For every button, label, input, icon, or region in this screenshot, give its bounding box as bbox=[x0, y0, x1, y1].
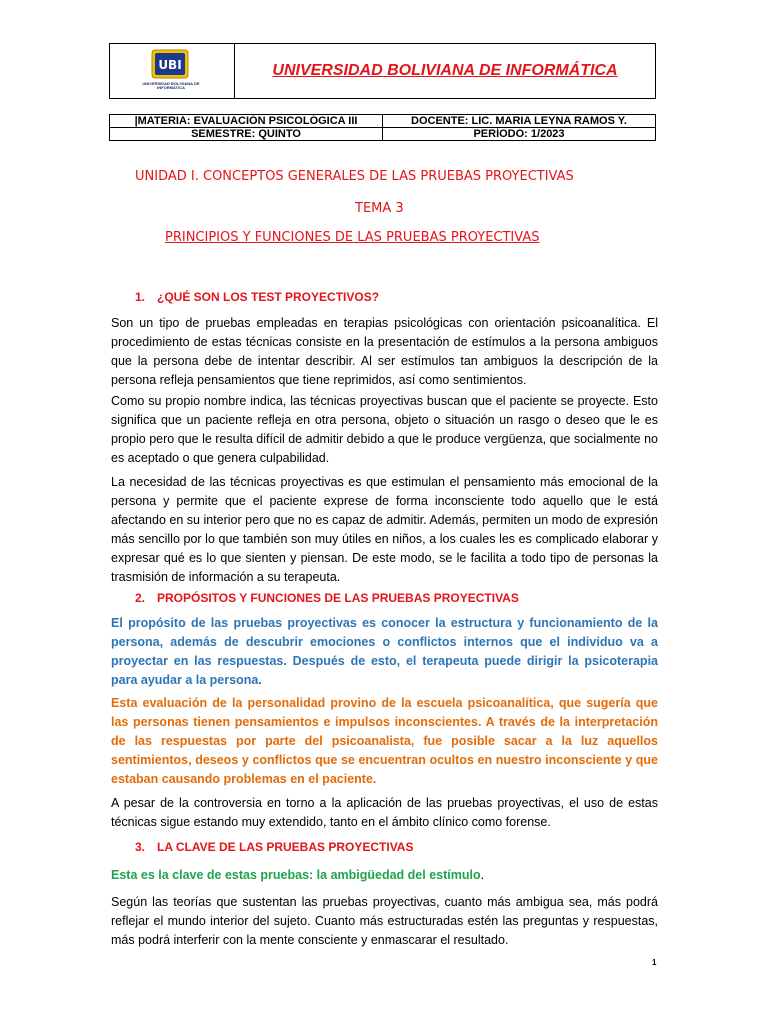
section-title: ¿QUÉ SON LOS TEST PROYECTIVOS? bbox=[157, 290, 380, 304]
section-number: 3. bbox=[135, 840, 146, 854]
section-heading bbox=[135, 591, 519, 605]
title-cell bbox=[235, 44, 655, 98]
paragraph: Como su propio nombre indica, las técnicas proyectivas buscan que el paciente se proyecte. Esto significa que un paciente refleja en otra persona, objeto o situación un rasgo o deseo que le es propio pero que le resulta difícil de admitir debido a que le produce vergüenza, que socialmente no es aceptado o que genera culpabilidad. bbox=[111, 394, 658, 465]
materia-cell: |MATERIA: EVALUACIÓN PSICOLÓGICA III bbox=[110, 115, 383, 128]
key-statement-period: . bbox=[480, 868, 485, 882]
section-title: PROPÓSITOS Y FUNCIONES DE LAS PRUEBAS PROYECTIVAS bbox=[157, 591, 519, 605]
course-info-table bbox=[109, 114, 656, 141]
university-logo bbox=[151, 49, 189, 79]
section-title: LA CLAVE DE LAS PRUEBAS PROYECTIVAS bbox=[157, 840, 414, 854]
unit-heading: UNIDAD I. CONCEPTOS GENERALES DE LAS PRUEBAS PROYECTIVAS bbox=[135, 169, 574, 184]
paragraph-highlight-blue: El propósito de las pruebas proyectivas es conocer la estructura y funcionamiento de la persona, además de descubrir emociones o conflictos internos que el individuo va a proyectar en las respuestas. Después de esto, el terapeuta puede dirigir la psicoterapia para ayudar a la persona. bbox=[111, 616, 658, 687]
section-heading bbox=[135, 290, 379, 304]
info-row bbox=[110, 115, 656, 128]
section-number: 1. bbox=[135, 290, 146, 304]
paragraph: Son un tipo de pruebas empleadas en terapias psicológicas con orientación psicoanalítica. El procedimiento de estas técnicas consiste en la presentación de estímulos a la persona ambiguos que la persona debe de intentar describir. Al ser estímulos tan ambiguos la descripción de la persona refleja pensamientos que tiene reprimidos, así como sentimientos. bbox=[111, 316, 658, 387]
logo-caption: UNIVERSIDAD BOLIVIANA DE INFORMATICA bbox=[142, 81, 200, 90]
key-statement-text: Esta es la clave de estas pruebas: la ambigüedad del estímulo bbox=[111, 868, 481, 882]
logo-text: UBI bbox=[158, 58, 182, 72]
topic-number: TEMA 3 bbox=[355, 201, 404, 216]
section-number: 2. bbox=[135, 591, 146, 605]
university-title: UNIVERSIDAD BOLIVIANA DE INFORMÁTICA bbox=[272, 62, 618, 79]
docente-cell: DOCENTE: LIC. MARIA LEYNA RAMOS Y. bbox=[383, 115, 656, 128]
paragraph-highlight-orange: Esta evaluación de la personalidad provino de la escuela psicoanalítica, que sugería que las personas tienen pensamientos e impulsos inconscientes. A través de la interpretación de las respuestas por parte del psicoanalista, fue posible sacar a la luz aquellos sentimientos, deseos y conflictos que se encuentran ocultos en nuestro inconsciente y que estaban causando problemas en el paciente. bbox=[111, 696, 658, 786]
info-row bbox=[110, 128, 656, 141]
paragraph: Según las teorías que sustentan las pruebas proyectivas, cuanto más ambigua sea, más podrá reflejar el mundo interior del sujeto. Cuanto más estructuradas estén las preguntas y respuestas, más podrá interferir con la mente consciente y enmascarar el resultado. bbox=[111, 895, 658, 947]
paragraph: A pesar de la controversia en torno a la aplicación de las pruebas proyectivas, el uso de estas técnicas sigue estando muy extendido, tanto en el ámbito clínico como forense. bbox=[111, 796, 658, 829]
semestre-cell: SEMESTRE: QUINTO bbox=[110, 128, 383, 141]
topic-title: PRINCIPIOS Y FUNCIONES DE LAS PRUEBAS PROYECTIVAS bbox=[165, 230, 540, 245]
key-statement bbox=[111, 866, 658, 885]
paragraph: La necesidad de las técnicas proyectivas es que estimulan el pensamiento más emocional de la persona y permite que el paciente exprese de forma inconsciente todo aquello que le está afectando en su interior pero que no es capaz de admitir. Además, permiten un modo de expresión más sencillo por lo que también son muy útiles en niños, a los cuales les es complicado elaborar y expresar qué es lo que sienten y piensan. De este modo, se le facilita a todo tipo de personas la trasmisión de información a su terapeuta. bbox=[111, 475, 658, 584]
page-number: 1 bbox=[652, 958, 657, 967]
section-heading bbox=[135, 840, 413, 854]
header-box bbox=[109, 43, 656, 99]
periodo-cell: PERÍODO: 1/2023 bbox=[383, 128, 656, 141]
logo-cell bbox=[110, 44, 235, 98]
